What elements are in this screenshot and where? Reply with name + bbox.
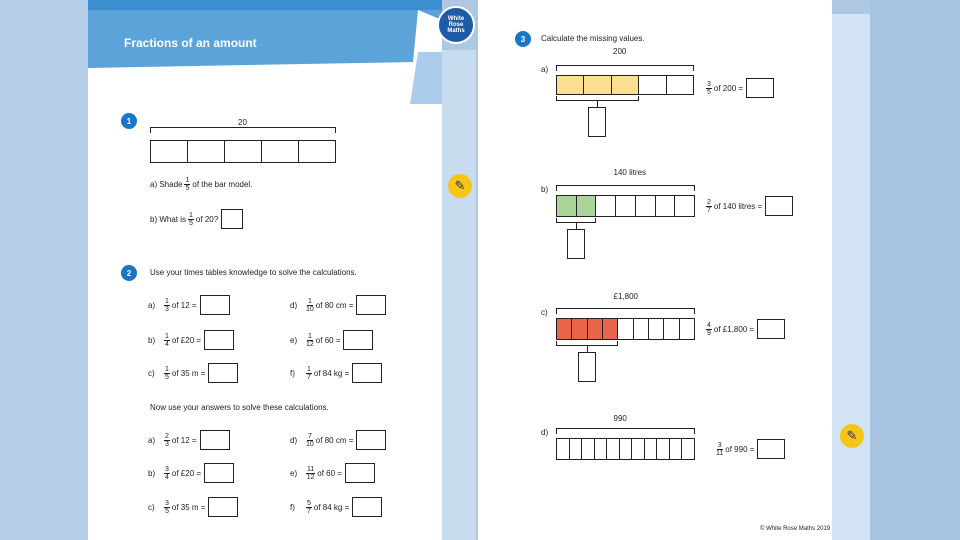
question-text: of 84 kg = (313, 368, 350, 378)
question-label: b) (148, 468, 156, 478)
missing-value-box[interactable] (588, 107, 606, 137)
question-text: of 35 m = (171, 368, 206, 378)
answer-box[interactable] (200, 295, 230, 315)
answer-box[interactable] (208, 497, 238, 517)
bar-total: 990 (613, 414, 627, 423)
missing-value-box[interactable] (578, 352, 596, 382)
bar-model[interactable] (150, 140, 336, 163)
question-text: What is (159, 214, 187, 224)
answer-box[interactable] (757, 319, 785, 339)
bar-cell[interactable] (618, 319, 633, 339)
denominator: 5 (707, 88, 711, 96)
logo-word-3: Maths (447, 28, 465, 34)
bar-cell[interactable] (632, 439, 645, 459)
question-text: Shade (159, 180, 183, 189)
page-gutter (442, 50, 476, 540)
fraction (706, 81, 712, 96)
answer-box[interactable] (200, 430, 230, 450)
bar-cell[interactable] (262, 141, 299, 162)
bar-total: 200 (613, 47, 627, 56)
numerator: 1 (185, 177, 190, 184)
answer-box[interactable] (208, 363, 238, 383)
bar-cell[interactable] (649, 319, 664, 339)
answer-box[interactable] (204, 330, 234, 350)
question-label: b) (148, 335, 156, 345)
bar-cell[interactable] (620, 439, 633, 459)
logo-word-2: Rose (448, 22, 464, 28)
question-1b (150, 209, 243, 229)
question-label: e) (290, 468, 298, 478)
answer-box[interactable] (221, 209, 243, 229)
fraction (706, 322, 712, 337)
bar-cell[interactable] (607, 439, 620, 459)
bar-total: 20 (238, 118, 247, 127)
question-label: c) (148, 502, 155, 512)
answer-box[interactable] (204, 463, 234, 483)
calc-item (290, 363, 382, 383)
numerator: 11 (307, 465, 315, 473)
question-text: of 12 = (171, 300, 197, 310)
denominator: 9 (707, 329, 711, 337)
pencil-icon[interactable]: ✎ (840, 424, 864, 448)
calc-item (148, 463, 234, 483)
answer-box[interactable] (345, 463, 375, 483)
numerator: 2 (707, 198, 711, 206)
bar-cell[interactable] (570, 439, 583, 459)
question-number: 3 (515, 31, 531, 47)
bar-model[interactable] (556, 75, 694, 95)
calc-item (148, 497, 238, 517)
calc-item (148, 295, 230, 315)
denominator: 5 (165, 507, 169, 515)
calc-item (290, 295, 386, 315)
part-label: c) (541, 308, 548, 317)
fraction (306, 500, 312, 515)
question-text: of 80 cm = (315, 300, 354, 310)
bar-cell[interactable] (225, 141, 262, 162)
question-text: of 84 kg = (313, 502, 350, 512)
numerator: 3 (707, 80, 711, 88)
slide-background-left (0, 0, 88, 540)
fraction-question (704, 319, 785, 339)
shaded-bar-cell[interactable] (584, 76, 611, 94)
answer-box[interactable] (352, 363, 382, 383)
denominator: 10 (306, 440, 314, 448)
bar-cell[interactable] (636, 196, 656, 216)
fraction (188, 212, 194, 227)
bar-cell[interactable] (680, 319, 694, 339)
bar-cell[interactable] (299, 141, 335, 162)
fraction (706, 199, 712, 214)
numerator: 4 (707, 321, 711, 329)
part-label: d) (541, 428, 549, 437)
question-text: of 140 litres = (713, 201, 763, 211)
answer-box[interactable] (356, 295, 386, 315)
question-label: d) (290, 300, 298, 310)
question-number: 2 (121, 265, 137, 281)
calc-item (148, 363, 238, 383)
calc-item (290, 463, 375, 483)
question-1a (150, 177, 252, 192)
bar-cell[interactable] (596, 196, 616, 216)
question-text: of 20? (195, 214, 219, 224)
right-page-margin (832, 14, 870, 540)
bar-cell[interactable] (188, 141, 225, 162)
calc-item (148, 430, 230, 450)
question-label: b) (150, 214, 160, 224)
fraction (164, 333, 170, 348)
calc-item (148, 330, 234, 350)
bar-cell[interactable] (667, 76, 693, 94)
denominator: 12 (306, 473, 315, 481)
question-text: of 80 cm = (315, 435, 354, 445)
title-banner (88, 0, 442, 110)
bar-brace (556, 428, 695, 434)
question-text: of £20 = (171, 335, 202, 345)
denominator: 3 (165, 440, 169, 448)
denominator: 7 (707, 206, 711, 214)
bar-cell[interactable] (634, 319, 649, 339)
denominator: 7 (307, 507, 311, 515)
numerator: 2 (165, 432, 169, 440)
worksheet-title: Fractions of an amount (124, 36, 257, 50)
question-label: d) (290, 435, 298, 445)
shaded-bar-cell[interactable] (557, 319, 572, 339)
question-text: of £20 = (171, 468, 202, 478)
question-label: a) (148, 300, 156, 310)
pencil-icon[interactable]: ✎ (448, 174, 472, 198)
bar-brace (556, 308, 695, 314)
numerator: 3 (717, 441, 722, 449)
answer-box[interactable] (746, 78, 774, 98)
bar-cell[interactable] (557, 439, 570, 459)
bar-model[interactable] (556, 195, 695, 217)
bar-total: £1,800 (613, 292, 638, 301)
shaded-bar-cell[interactable] (577, 196, 597, 216)
denominator: 12 (306, 340, 314, 348)
denominator: 4 (165, 473, 169, 481)
numerator: 1 (307, 365, 311, 373)
fraction (164, 298, 170, 313)
question-text: of 60 = (317, 468, 342, 478)
part-label: b) (541, 185, 549, 194)
question-label: f) (290, 502, 295, 512)
bar-brace (150, 127, 336, 133)
question-label: a) (148, 435, 156, 445)
white-rose-maths-logo (437, 6, 475, 44)
bar-cell[interactable] (656, 196, 676, 216)
question-text: of £1,800 = (713, 324, 755, 334)
denominator: 10 (306, 305, 314, 313)
question-label: e) (290, 335, 298, 345)
numerator: 1 (165, 365, 169, 373)
calc-item (290, 430, 386, 450)
bar-cell[interactable] (664, 319, 679, 339)
question-text: of 35 m = (171, 502, 206, 512)
numerator: 1 (307, 297, 312, 305)
bar-total: 140 litres (613, 168, 646, 177)
bar-cell[interactable] (657, 439, 670, 459)
numerator: 7 (307, 432, 312, 440)
numerator: 1 (307, 332, 312, 340)
answer-box[interactable] (757, 439, 785, 459)
slide-background-right (870, 0, 960, 540)
answer-box[interactable] (356, 430, 386, 450)
bar-brace (556, 185, 695, 191)
numerator: 3 (165, 499, 169, 507)
denominator: 5 (165, 373, 169, 381)
question-text: of 60 = (315, 335, 341, 345)
question-text: of 12 = (171, 435, 197, 445)
denominator: 5 (189, 219, 193, 227)
fraction (306, 298, 314, 313)
question-instruction: Now use your answers to solve these calculations. (150, 403, 329, 412)
fraction (164, 466, 170, 481)
question-instruction: Use your times tables knowledge to solve the calculations. (150, 268, 357, 277)
calc-item (290, 497, 382, 517)
numerator: 5 (307, 499, 311, 507)
shaded-bar-cell[interactable] (612, 76, 639, 94)
shaded-bar-cell[interactable] (557, 196, 577, 216)
bar-cell[interactable] (595, 439, 608, 459)
denominator: 11 (716, 449, 724, 457)
part-label: a) (541, 65, 549, 74)
calc-item (290, 330, 373, 350)
bar-brace (556, 65, 694, 71)
numerator: 3 (165, 465, 169, 473)
question-text: of the bar model. (192, 180, 253, 189)
bar-cell[interactable] (582, 439, 595, 459)
bar-cell[interactable] (670, 439, 683, 459)
bar-cell[interactable] (151, 141, 188, 162)
bar-cell[interactable] (616, 196, 636, 216)
bar-cell[interactable] (682, 439, 694, 459)
fraction (164, 433, 170, 448)
question-number: 1 (121, 113, 137, 129)
shaded-bar-cell[interactable] (572, 319, 587, 339)
shaded-bar-cell[interactable] (557, 76, 584, 94)
shaded-bar-cell[interactable] (588, 319, 603, 339)
question-text: of 990 = (725, 444, 755, 454)
bar-cell[interactable] (645, 439, 658, 459)
denominator: 3 (165, 305, 169, 313)
bar-model[interactable] (556, 438, 695, 460)
numerator: 1 (165, 297, 169, 305)
shaded-bar-cell[interactable] (603, 319, 618, 339)
bar-cell[interactable] (675, 196, 694, 216)
fraction (164, 500, 170, 515)
numerator: 1 (189, 211, 193, 219)
question-label: f) (290, 368, 295, 378)
fraction (184, 177, 190, 192)
fraction (306, 466, 315, 481)
fraction (306, 366, 312, 381)
fraction-question (704, 196, 793, 216)
answer-box[interactable] (343, 330, 373, 350)
numerator: 1 (165, 332, 169, 340)
question-text: of 200 = (713, 83, 744, 93)
fraction-question (714, 439, 785, 459)
answer-box[interactable] (352, 497, 382, 517)
fraction (164, 366, 170, 381)
fraction-question (704, 78, 774, 98)
denominator: 5 (185, 185, 190, 192)
bar-model[interactable] (556, 318, 695, 340)
logo-word-1: White (447, 16, 465, 22)
bar-cell[interactable] (639, 76, 666, 94)
denominator: 7 (307, 373, 311, 381)
copyright: © White Rose Maths 2019 (760, 526, 831, 532)
question-instruction: Calculate the missing values. (541, 34, 645, 43)
fraction (716, 442, 723, 457)
fraction (306, 333, 314, 348)
answer-box[interactable] (765, 196, 793, 216)
denominator: 4 (165, 340, 169, 348)
question-label: c) (148, 368, 155, 378)
question-label: a) (150, 180, 160, 189)
fraction (306, 433, 314, 448)
missing-value-box[interactable] (567, 229, 585, 259)
